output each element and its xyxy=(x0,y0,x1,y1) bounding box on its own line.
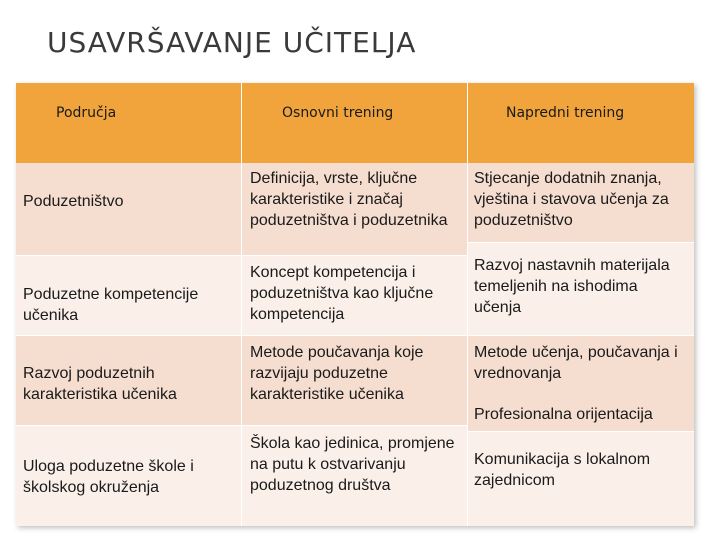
areas-cell-3 xyxy=(16,336,242,426)
areas-text-2: Poduzetne kompetencije učenika xyxy=(23,286,199,324)
header-cell-areas xyxy=(16,83,242,163)
header-cell-advanced xyxy=(468,83,694,163)
advanced-cell-3 xyxy=(468,336,694,432)
areas-cell-4 xyxy=(16,426,242,526)
advanced-text-2: Razvoj nastavnih materijala temeljenih na ishodima učenja xyxy=(474,257,670,316)
header-advanced-label: Napredni trening xyxy=(506,105,625,121)
basic-text-3: Metode poučavanja koje razvijaju poduzetne karakteristike učenika xyxy=(250,344,424,403)
areas-cell-1 xyxy=(16,163,242,256)
advanced-text-4: Profesionalna orijentacija xyxy=(474,406,653,423)
basic-cell-1 xyxy=(242,163,468,256)
areas-text-4: Uloga poduzetne škole i školskog okruženja xyxy=(23,458,194,496)
advanced-cell-4 xyxy=(468,432,694,526)
header-cell-basic xyxy=(242,83,468,163)
advanced-text-3: Metode učenja, poučavanja i vrednovanja xyxy=(474,344,678,382)
areas-text-3: Razvoj poduzetnih karakteristika učenika xyxy=(23,365,177,403)
advanced-cell-1 xyxy=(468,163,694,243)
basic-text-4: Škola kao jedinica, promjene na putu k ostvarivanju poduzetnog društva xyxy=(250,435,455,494)
areas-text-1: Poduzetništvo xyxy=(23,193,124,210)
basic-cell-2 xyxy=(242,256,468,336)
advanced-text-5: Komunikacija s lokalnom zajednicom xyxy=(474,451,651,489)
basic-cell-3 xyxy=(242,336,468,426)
basic-text-2: Koncept kompetencija i poduzetništva kao ključne kompetencija xyxy=(250,264,434,323)
header-basic-label: Osnovni trening xyxy=(282,105,394,121)
basic-text-1: Definicija, vrste, ključne karakteristike i značaj poduzetništva i poduzetnika xyxy=(250,170,448,229)
advanced-cell-2 xyxy=(468,243,694,336)
advanced-text-1: Stjecanje dodatnih znanja, vještina i stavova učenja za poduzetništvo xyxy=(474,170,669,229)
areas-cell-2 xyxy=(16,256,242,336)
header-areas-label: Područja xyxy=(56,105,117,121)
basic-cell-4 xyxy=(242,426,468,526)
slide-title: USAVRŠAVANJE UČITELJA xyxy=(47,26,417,59)
